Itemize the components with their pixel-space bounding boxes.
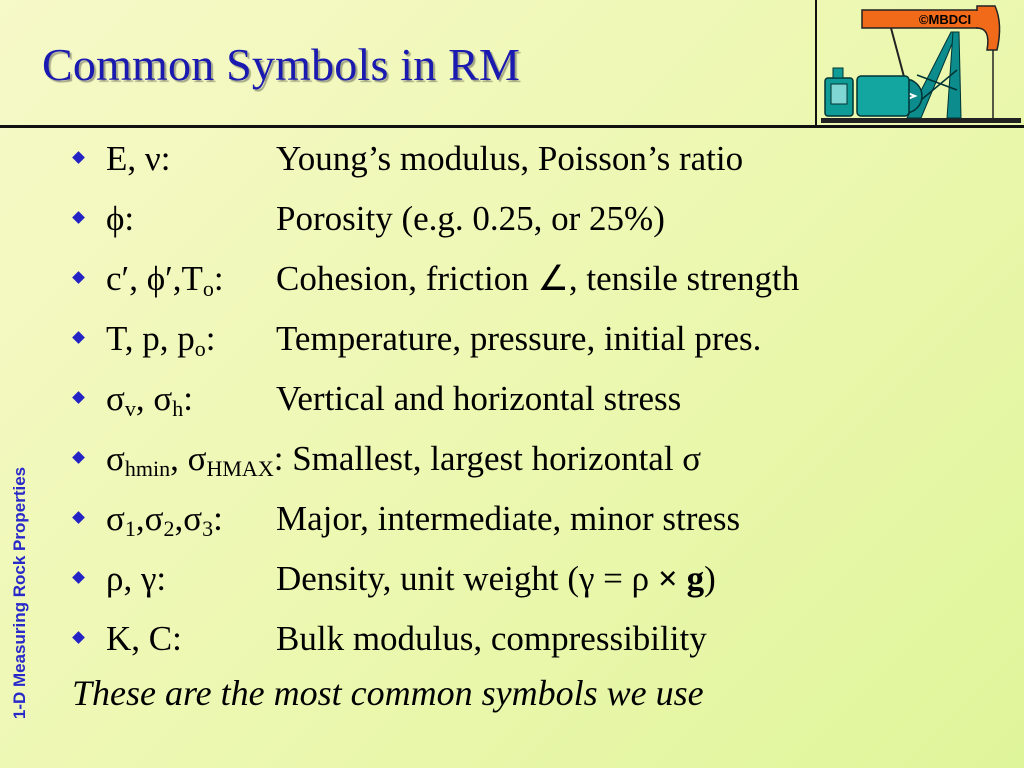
symbol-label: c′, $\phi',T_o$: xyxy=(106,259,224,301)
symbol-description: Temperature, pressure, initial pres. xyxy=(276,319,762,358)
list-item xyxy=(70,554,1010,614)
symbol-label: $\sigma_1,\sigma_2,\sigma_3$: xyxy=(106,499,223,541)
oil-pumpjack-logo xyxy=(817,0,1024,125)
svg-text:©MBDCI: ©MBDCI xyxy=(918,12,972,27)
diamond-bullet-icon xyxy=(72,271,85,284)
list-item xyxy=(70,494,1010,554)
diamond-bullet-icon xyxy=(72,451,85,464)
diamond-bullet-icon xyxy=(72,631,85,644)
symbol-description: Cohesion, friction ∠, tensile strength xyxy=(276,259,800,298)
footer-note: These are the most common symbols we use xyxy=(72,673,704,713)
diamond-bullet-icon xyxy=(72,331,85,344)
symbol-description: Bulk modulus, compressibility xyxy=(276,619,707,658)
header-divider xyxy=(0,125,1024,128)
symbol-description: Young’s modulus, Poisson’s ratio xyxy=(276,139,744,178)
symbol-label: ρ, γ: xyxy=(106,559,167,598)
symbol-label: K, C: xyxy=(106,619,182,658)
list-item xyxy=(70,134,1010,194)
list-item xyxy=(70,374,1010,434)
symbol-label: ϕ: xyxy=(106,199,135,238)
diamond-bullet-icon xyxy=(72,151,85,164)
diamond-bullet-icon xyxy=(72,211,85,224)
symbol-label: $\sigma_v$, $\sigma_h$: xyxy=(106,379,193,421)
slide-title: Common Symbols in RM xyxy=(42,39,521,90)
list-item xyxy=(70,254,1010,314)
symbol-line: $\sigma_{hmin}$, $\sigma_{HMAX}$: Smallest, largest horizontal σ xyxy=(106,439,702,481)
side-label-text: 1-D Measuring Rock Properties xyxy=(10,466,29,720)
symbol-description: Vertical and horizontal stress xyxy=(276,379,682,418)
symbol-list xyxy=(70,134,1010,674)
logo-badge xyxy=(912,11,978,27)
symbol-label: E, ν: xyxy=(106,139,171,178)
section-side-label xyxy=(0,418,40,768)
diamond-bullet-icon xyxy=(72,391,85,404)
diamond-bullet-icon xyxy=(72,571,85,584)
list-item xyxy=(70,434,1010,494)
symbol-description: Major, intermediate, minor stress xyxy=(276,499,741,538)
diamond-bullet-icon xyxy=(72,511,85,524)
symbol-label: T, p, $p_o$: xyxy=(106,319,216,361)
list-item xyxy=(70,614,1010,674)
list-item xyxy=(70,194,1010,254)
list-item xyxy=(70,314,1010,374)
symbol-description: Density, unit weight (γ = ρ × g) xyxy=(276,559,716,598)
symbol-description: Porosity (e.g. 0.25, or 25%) xyxy=(276,199,665,238)
